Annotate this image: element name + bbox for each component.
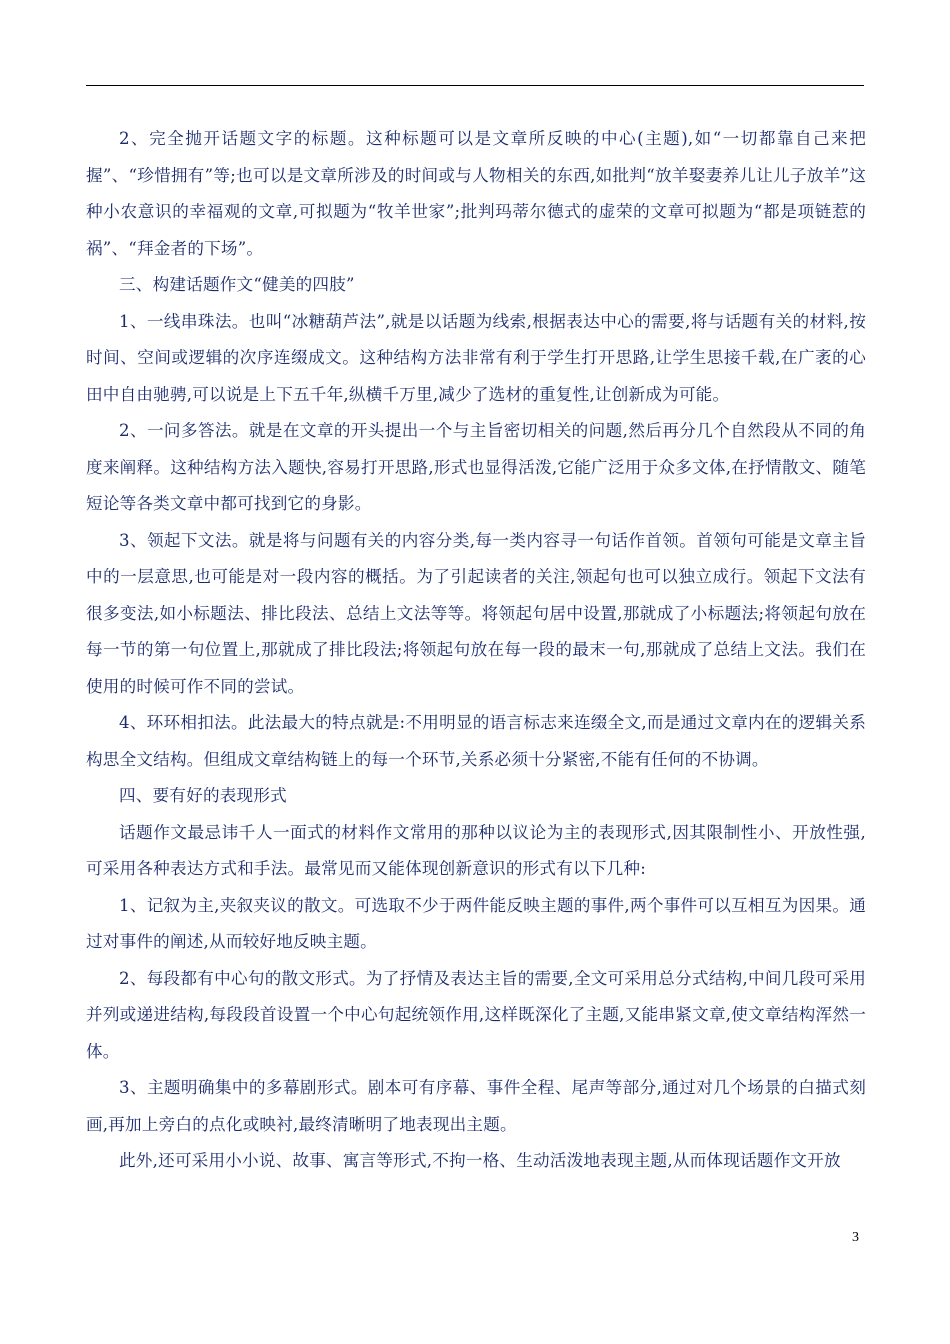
paragraph-title-option-2: 2、完全抛开话题文字的标题。这种标题可以是文章所反映的中心(主题),如“一切都靠自己来把握”、“珍惜拥有”等;也可以是文章所涉及的时间或与人物相关的东西,如批判“放羊娶妻养儿让儿子放羊”这种小农意识的幸福观的文章,可拟题为“牧羊世家”;批判玛蒂尔德式的虚荣的文章可拟题为“都是项链惹的祸”、“拜金者的下场”。 — [86, 129, 866, 258]
section-heading-3: 三、构建话题作文“健美的四肢” — [119, 275, 355, 294]
paragraph-method-3: 3、领起下文法。就是将与问题有关的内容分类,每一类内容寻一句话作首领。首领句可能是文章主旨中的一层意思,也可能是对一段内容的概括。为了引起读者的关注,领起句也可以独立成行。领起下文法有很多变法,如小标题法、排比段法、总结上文法等等。将领起句居中设置,那就成了小标题法;将领起句放在每一节的第一句位置上,那就成了排比段法;将领起句放在每一段的最末一句,那就成了总结上文法。我们在使用的时候可作不同的尝试。 — [86, 530, 866, 696]
paragraph-method-1: 1、一线串珠法。也叫“冰糖葫芦法”,就是以话题为线索,根据表达中心的需要,将与话题有关的材料,按时间、空间或逻辑的次序连缀成文。这种结构方法非常有利于学生打开思路,让学生思接千载,在广袤的心田中自由驰骋,可以说是上下五千年,纵横千万里,减少了选材的重复性,让创新成为可能。 — [86, 311, 866, 404]
paragraph-other-forms: 此外,还可采用小小说、故事、寓言等形式,不拘一格、生动活泼地表现主题,从而体现话题作文开放 — [119, 1151, 841, 1170]
paragraph-form-2: 2、每段都有中心句的散文形式。为了抒情及表达主旨的需要,全文可采用总分式结构,中间几段可采用并列或递进结构,每段段首设置一个中心句起统领作用,这样既深化了主题,又能串紧文章,使文章结构浑然一体。 — [86, 968, 866, 1061]
document-body — [86, 121, 866, 1180]
header-rule — [86, 85, 864, 86]
section-heading-4: 四、要有好的表现形式 — [119, 786, 287, 805]
paragraph-method-2: 2、一问多答法。就是在文章的开头提出一个与主旨密切相关的问题,然后再分几个自然段从不同的角度来阐释。这种结构方法入题快,容易打开思路,形式也显得活泼,它能广泛用于众多文体,在抒情散文、随笔短论等各类文章中都可找到它的身影。 — [86, 421, 866, 513]
page-number: 3 — [852, 1230, 859, 1245]
paragraph-form-3: 3、主题明确集中的多幕剧形式。剧本可有序幕、事件全程、尾声等部分,通过对几个场景的白描式刻画,再加上旁白的点化或映衬,最终清晰明了地表现出主题。 — [86, 1078, 866, 1134]
paragraph-form-1: 1、记叙为主,夹叙夹议的散文。可选取不少于两件能反映主题的事件,两个事件可以互相互为因果。通过对事件的阐述,从而较好地反映主题。 — [86, 895, 866, 951]
paragraph-method-4: 4、环环相扣法。此法最大的特点就是:不用明显的语言标志来连缀全文,而是通过文章内在的逻辑关系构思全文结构。但组成文章结构链上的每一个环节,关系必须十分紧密,不能有任何的不协调。 — [86, 713, 866, 769]
paragraph-forms-intro: 话题作文最忌讳千人一面式的材料作文常用的那种以议论为主的表现形式,因其限制性小、开放性强,可采用各种表达方式和手法。最常见而又能体现创新意识的形式有以下几种: — [86, 822, 866, 878]
